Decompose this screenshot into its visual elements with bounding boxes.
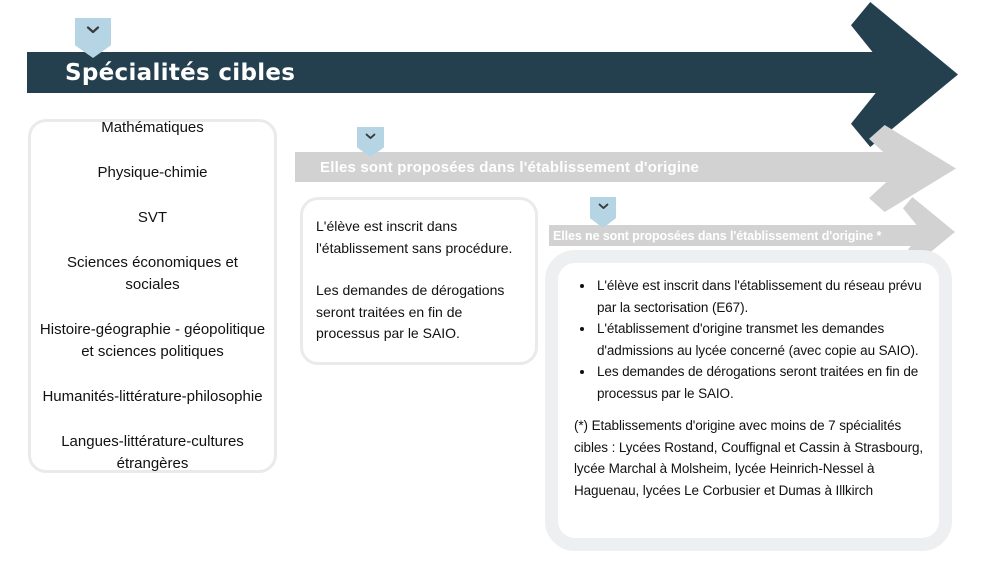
specialties-list-card [28,119,277,473]
procedure-bullet-list [574,275,925,404]
not-offered-expander-button[interactable] [590,197,616,228]
bullet-item: • L'élève est inscrit dans l'établissement du réseau prévu par la sectorisation (E67). [595,275,925,318]
chevron-down-icon [86,26,100,34]
offered-banner-label: Elles sont proposées dans l'établissement d'origine [320,158,700,176]
footnote-text: (*) Etablissements d'origine avec moins de 7 spécialités cibles : Lycées Rostand, Couffignal et Cassin à Strasbourg, lycée Marchal à Molsheim, lycée Heinrich-Nessel à Haguenau, lycées Le Corbusier et Dumas à Illkirch [574,418,924,498]
list-item: Mathématiques [101,119,204,136]
not-offered-banner-label: Elles ne sont proposées dans l'établissement d'origine * [553,228,882,243]
page-title: Spécialités cibles [65,59,296,86]
list-item: Physique-chimie [97,164,208,181]
list-item: Histoire-géographie - géopolitique et sciences politiques [39,321,266,360]
not-offered-procedure-card [545,250,952,551]
bullet-item: • L'établissement d'origine transmet les demandes d'admissions au lycée concerné (avec copie au SAIO). [595,318,925,361]
offered-procedure-card [300,197,538,365]
list-item: SVT [137,209,168,226]
chevron-down-icon [365,133,376,140]
list-item: Sciences économiques et sociales [67,254,238,293]
bullet-item: • Les demandes de dérogations seront traitées en fin de processus par le SAIO. [595,361,925,404]
procedure-paragraph: L'élève est inscrit dans l'établissement sans procédure. [316,218,513,256]
list-item: Humanités-littérature-philosophie [42,388,263,405]
chevron-down-icon [598,203,609,210]
list-item: Langues-littérature-cultures étrangères [61,433,244,472]
offered-arrow-bar [295,152,905,182]
not-offered-arrow-bar [549,225,925,246]
procedure-paragraph: Les demandes de dérogations seront traitées en fin de processus par le SAIO. [316,282,505,341]
title-arrow-bar [27,52,895,93]
